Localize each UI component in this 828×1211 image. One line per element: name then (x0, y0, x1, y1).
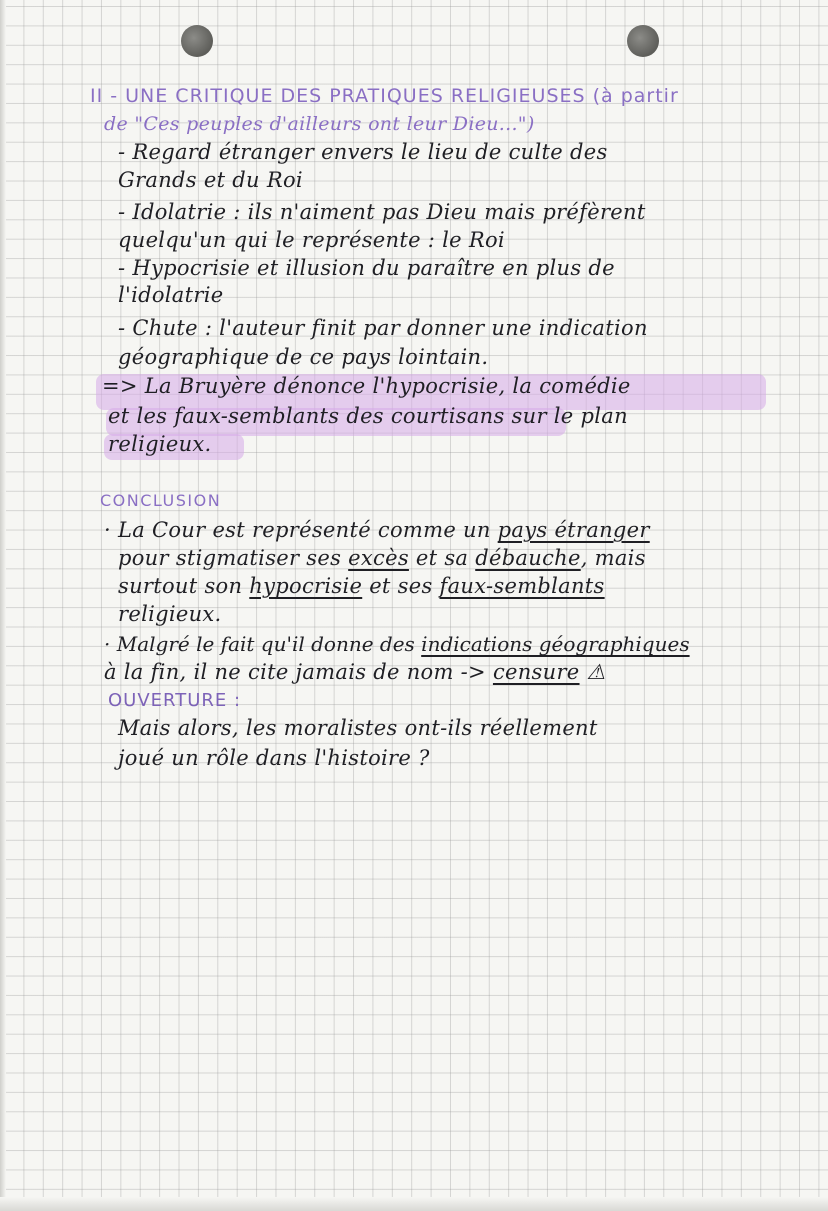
conclusion-line (104, 632, 690, 656)
text: et sa (408, 546, 476, 570)
text: surtout son (118, 574, 250, 598)
conclusion-line (118, 574, 605, 598)
conclusion-line (104, 660, 606, 684)
note-line: - Regard étranger envers le lieu de culte des (118, 140, 608, 164)
section-heading: II - UNE CRITIQUE DES PRATIQUES RELIGIEUSES (à partir (90, 85, 679, 107)
note-line: - Hypocrisie et illusion du paraître en plus de (118, 256, 615, 280)
note-line: - Chute : l'auteur finit par donner une indication (118, 316, 648, 340)
text: , mais (580, 546, 646, 570)
note-line: quelqu'un qui le représente : le Roi (118, 228, 505, 252)
note-line: l'idolatrie (118, 283, 224, 307)
punch-hole-right (627, 25, 659, 57)
conclusion-line (104, 518, 650, 542)
underlined-term: faux-semblants (439, 574, 605, 598)
text: · La Cour est représenté comme un (104, 518, 498, 542)
note-line: - Idolatrie : ils n'aiment pas Dieu mais préfèrent (118, 200, 646, 224)
section-heading-cont: de "Ces peuples d'ailleurs ont leur Dieu...") (104, 113, 535, 135)
underlined-term: indications géographiques (421, 632, 690, 656)
underlined-term: excès (348, 546, 409, 570)
note-line: religieux. (108, 432, 212, 456)
underlined-term: pays étranger (497, 518, 650, 542)
ouverture-heading: OUVERTURE : (108, 690, 242, 711)
note-line: Grands et du Roi (118, 168, 303, 192)
ouverture-line: joué un rôle dans l'histoire ? (118, 746, 430, 770)
punch-hole-left (181, 25, 213, 57)
note-line: et les faux-semblants des courtisans sur le plan (108, 404, 628, 428)
text: · Malgré le fait qu'il donne des (104, 632, 422, 656)
warning-icon: ⚠ (579, 660, 606, 684)
conclusion-heading: CONCLUSION (100, 491, 222, 510)
paper-bottom-edge (0, 1197, 828, 1211)
ouverture-line: Mais alors, les moralistes ont-ils réellement (118, 716, 598, 740)
paper-edge (0, 0, 6, 1211)
conclusion-line (118, 546, 646, 570)
underlined-term: débauche (475, 546, 581, 570)
note-line: géographique de ce pays lointain. (118, 345, 489, 369)
text: pour stigmatiser ses (118, 546, 349, 570)
text: et ses (362, 574, 440, 598)
underlined-term: hypocrisie (249, 574, 363, 598)
note-line: => La Bruyère dénonce l'hypocrisie, la comédie (102, 374, 631, 398)
text: à la fin, il ne cite jamais de nom -> (104, 660, 493, 684)
underlined-term: censure (492, 660, 580, 684)
conclusion-line: religieux. (118, 602, 222, 626)
